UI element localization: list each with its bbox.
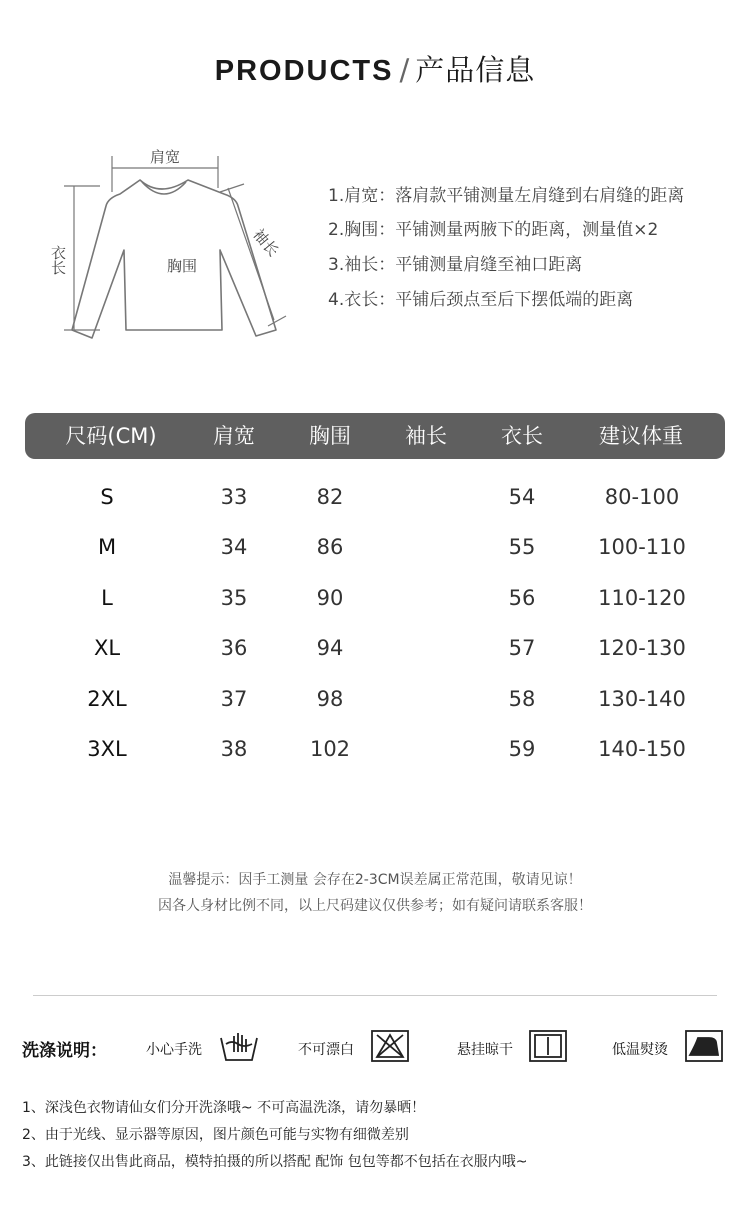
description-shoulder: 1.肩宽：落肩款平铺测量左肩缝到右肩缝的距离	[328, 186, 685, 206]
no-bleach-icon	[371, 1030, 409, 1062]
sweater-measurement-diagram	[40, 140, 300, 350]
note-product-only: 3、此链接仅出售此商品，模特拍摄的所以搭配 配饰 包包等都不包括在衣服内哦~	[22, 1154, 528, 1170]
cell-weight: 110-120	[598, 586, 686, 610]
cell-chest: 82	[316, 485, 344, 509]
size-table-header	[25, 413, 725, 459]
description-chest: 2.胸围：平铺测量两腋下的距离，测量值×2	[328, 220, 659, 240]
cell-length: 57	[508, 636, 536, 660]
cell-size: S	[100, 485, 114, 509]
label-length: 衣长	[49, 245, 67, 275]
cell-shoulder: 34	[220, 535, 248, 559]
header-shoulder: 肩宽	[213, 424, 255, 448]
title-separator: /	[399, 53, 410, 87]
cell-size: XL	[93, 636, 121, 660]
cell-chest: 94	[316, 636, 344, 660]
cell-chest: 102	[309, 737, 351, 761]
cell-length: 56	[508, 586, 536, 610]
title-cn: 产品信息	[415, 53, 536, 87]
cell-size: M	[97, 535, 117, 559]
description-sleeve: 3.袖长：平铺测量肩缝至袖口距离	[328, 255, 583, 275]
header-chest: 胸围	[309, 424, 351, 448]
cell-size: 2XL	[87, 687, 127, 711]
cell-length: 58	[508, 687, 536, 711]
label-sleeve: 袖长	[249, 225, 283, 261]
header-size: 尺码(CM)	[65, 424, 157, 448]
washing-title: 洗涤说明：	[22, 1041, 107, 1061]
description-length: 4.衣长：平铺后颈点至后下摆低端的距离	[328, 290, 634, 310]
cell-size: 3XL	[87, 737, 127, 761]
cell-length: 54	[508, 485, 536, 509]
cell-weight: 80-100	[604, 485, 680, 509]
hang-dry-icon	[529, 1030, 567, 1062]
cell-length: 59	[508, 737, 536, 761]
note-color-difference: 2、由于光线、显示器等原因，图片颜色可能与实物有细微差别	[22, 1127, 409, 1143]
label-chest: 胸围	[166, 257, 198, 275]
cell-length: 55	[508, 535, 536, 559]
tip-size-reference: 因各人身材比例不同，以上尺码建议仅供参考；如有疑问请联系客服！	[158, 898, 592, 914]
wash-label-hand-wash: 小心手洗	[146, 1042, 202, 1058]
hand-wash-icon	[218, 1030, 260, 1064]
cell-shoulder: 33	[220, 485, 248, 509]
cell-chest: 90	[316, 586, 344, 610]
label-shoulder: 肩宽	[149, 148, 181, 166]
section-divider	[33, 995, 717, 996]
title-en: PRODUCTS	[214, 55, 394, 87]
cell-shoulder: 38	[220, 737, 248, 761]
cell-shoulder: 35	[220, 586, 248, 610]
header-length: 衣长	[501, 424, 543, 448]
low-iron-icon	[685, 1030, 723, 1062]
cell-shoulder: 37	[220, 687, 248, 711]
header-weight: 建议体重	[599, 424, 683, 448]
cell-weight: 120-130	[598, 636, 686, 660]
wash-label-hang-dry: 悬挂晾干	[457, 1042, 513, 1058]
tip-measurement-error: 温馨提示：因手工测量 会存在2-3CM误差属正常范围，敬请见谅！	[168, 872, 582, 888]
cell-size: L	[101, 586, 113, 610]
neckline-icon	[142, 182, 186, 194]
cell-weight: 100-110	[598, 535, 686, 559]
wash-label-no-bleach: 不可漂白	[298, 1042, 354, 1058]
cell-weight: 140-150	[598, 737, 686, 761]
header-sleeve: 袖长	[405, 424, 447, 448]
cell-chest: 98	[316, 687, 344, 711]
wash-label-low-iron: 低温熨烫	[612, 1042, 668, 1058]
cell-shoulder: 36	[220, 636, 248, 660]
cell-weight: 130-140	[598, 687, 686, 711]
page-title	[0, 48, 750, 89]
note-separate-wash: 1、深浅色衣物请仙女们分开洗涤哦~ 不可高温洗涤，请勿暴晒！	[22, 1100, 426, 1116]
cell-chest: 86	[316, 535, 344, 559]
